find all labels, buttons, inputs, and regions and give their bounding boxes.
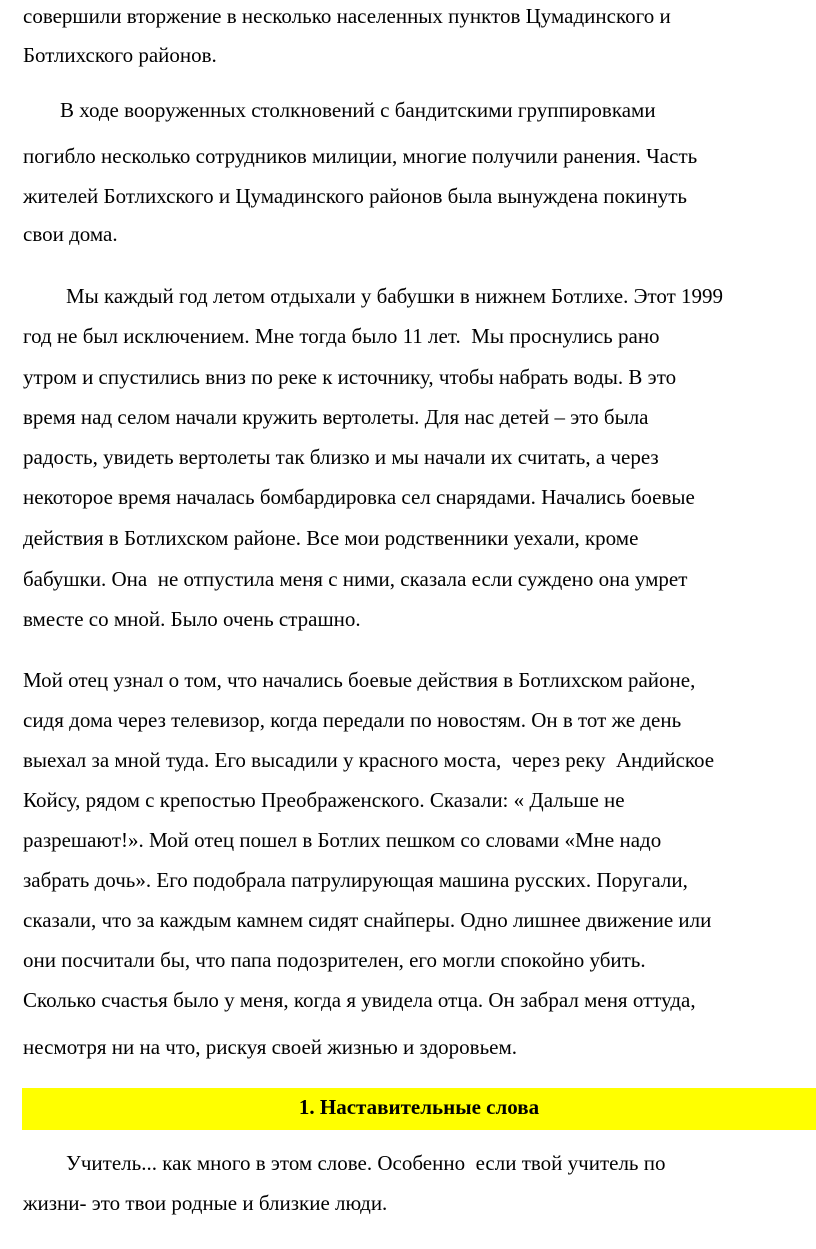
paragraph-2-line: В ходе вооруженных столкновений с бандитскими группировками — [60, 98, 656, 122]
paragraph-4-line: Койсу, рядом с крепостью Преображенского. Сказали: « Дальше не — [23, 788, 625, 812]
paragraph-3-line: бабушки. Она не отпустила меня с ними, сказала если суждено она умрет — [23, 567, 688, 591]
paragraph-3-line: некоторое время началась бомбардировка сел снарядами. Начались боевые — [23, 485, 695, 509]
paragraph-1-line: Ботлихского районов. — [23, 43, 217, 67]
paragraph-3-line: время над селом начали кружить вертолеты. Для нас детей – это была — [23, 405, 649, 429]
paragraph-2-line: жителей Ботлихского и Цумадинского районов была вынуждена покинуть — [23, 184, 687, 208]
section-heading: 1. Наставительные слова — [298, 1095, 540, 1119]
paragraph-4-line: разрешают!». Мой отец пошел в Ботлих пешком со словами «Мне надо — [23, 828, 662, 852]
paragraph-2-line: свои дома. — [23, 222, 118, 246]
paragraph-3-line: год не был исключением. Мне тогда было 11 лет. Мы проснулись рано — [23, 324, 660, 348]
paragraph-4-line: выехал за мной туда. Его высадили у красного моста, через реку Андийское — [23, 748, 715, 772]
paragraph-4-line: Мой отец узнал о том, что начались боевые действия в Ботлихском районе, — [23, 668, 696, 692]
paragraph-3-line: радость, увидеть вертолеты так близко и мы начали их считать, а через — [23, 445, 659, 469]
paragraph-1-line: совершили вторжение в несколько населенных пунктов Цумадинского и — [23, 4, 671, 28]
final-paragraph-line: Учитель... как много в этом слове. Особенно если твой учитель по — [66, 1151, 666, 1175]
paragraph-3-line: утром и спустились вниз по реке к источнику, чтобы набрать воды. В это — [23, 365, 677, 389]
paragraph-2-line: погибло несколько сотрудников милиции, многие получили ранения. Часть — [23, 144, 698, 168]
paragraph-4-line: несмотря ни на что, рискуя своей жизнью и здоровьем. — [23, 1035, 518, 1059]
paragraph-3-line: действия в Ботлихском районе. Все мои родственники уехали, кроме — [23, 526, 639, 550]
paragraph-4-line: забрать дочь». Его подобрала патрулирующая машина русских. Поругали, — [23, 868, 688, 892]
paragraph-4-line: сказали, что за каждым камнем сидят снайперы. Одно лишнее движение или — [23, 908, 712, 932]
final-paragraph-line: жизни- это твои родные и близкие люди. — [23, 1191, 388, 1215]
paragraph-4-line: Сколько счастья было у меня, когда я увидела отца. Он забрал меня оттуда, — [23, 988, 696, 1012]
paragraph-4-line: они посчитали бы, что папа подозрителен, его могли спокойно убить. — [23, 948, 646, 972]
paragraph-4-line: сидя дома через телевизор, когда передали по новостям. Он в тот же день — [23, 708, 682, 732]
paragraph-3-line: Мы каждый год летом отдыхали у бабушки в нижнем Ботлихе. Этот 1999 — [66, 284, 724, 308]
paragraph-3-line: вместе со мной. Было очень страшно. — [23, 607, 361, 631]
